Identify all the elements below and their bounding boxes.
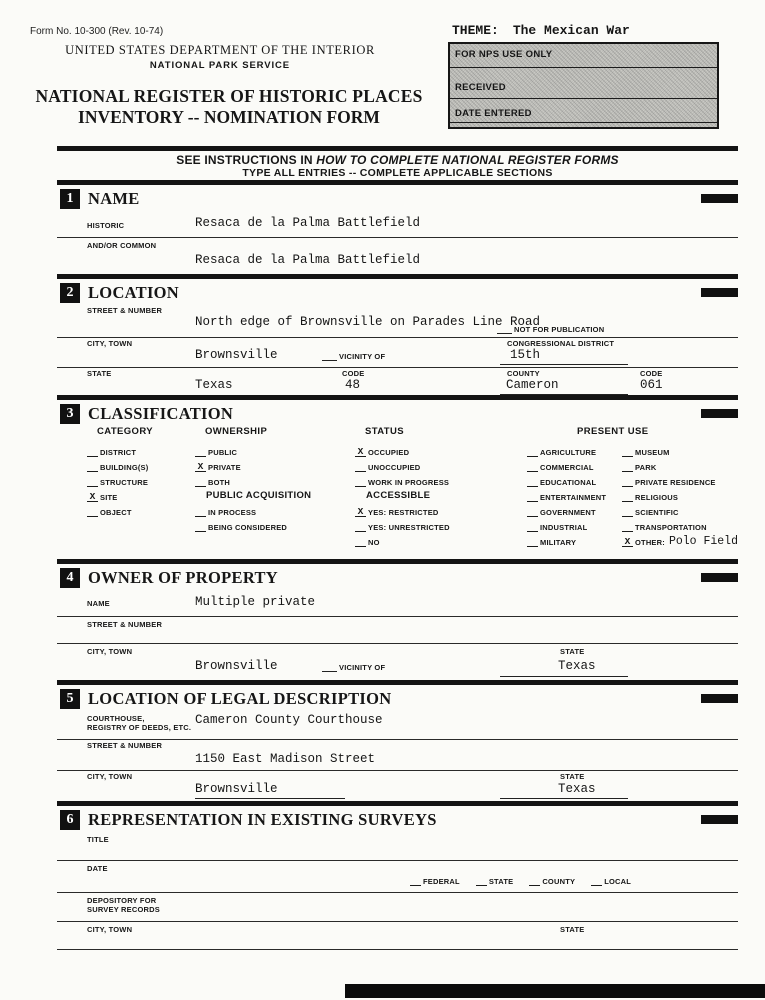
- owner-name-row: [57, 590, 738, 616]
- checkbox-public: [195, 444, 311, 459]
- checkbox-mark: [527, 507, 538, 517]
- checkbox-mark: [355, 522, 366, 532]
- checkbox-agriculture: [527, 444, 606, 459]
- owner-name-value: Multiple private: [195, 595, 316, 609]
- courthouse-label: [87, 714, 191, 732]
- checkbox-buildings: [87, 459, 148, 474]
- checkbox-mark: [622, 477, 633, 487]
- checkbox-label: IN PROCESS: [208, 508, 257, 517]
- state-value: Texas: [558, 782, 596, 796]
- instructions-line1: [57, 153, 738, 167]
- section-1-header: [57, 185, 738, 211]
- checkbox-mark: X: [355, 507, 366, 517]
- checkbox-label: PRIVATE: [208, 463, 241, 472]
- checkbox-no: [355, 534, 450, 549]
- code-label: CODE: [342, 369, 365, 378]
- section-number-badge: 3: [60, 404, 80, 424]
- checkbox-mark: [87, 507, 98, 517]
- county-label: COUNTY: [507, 369, 540, 378]
- checkbox-mark: X: [87, 492, 98, 502]
- depository-label: [87, 896, 160, 914]
- public-acquisition-subheader: PUBLIC ACQUISITION: [206, 490, 312, 501]
- owner-street-row: [57, 617, 738, 643]
- checkbox-yes-unrestricted: [355, 519, 450, 534]
- section-3-header: [57, 400, 738, 426]
- section-title: CLASSIFICATION: [88, 404, 234, 423]
- checkbox-religious: [622, 489, 738, 504]
- checkbox-mark: [476, 876, 487, 886]
- status-column: [355, 444, 450, 549]
- theme-line: [452, 23, 630, 38]
- section-6-header: [57, 806, 738, 832]
- checkbox-mark: [410, 876, 421, 886]
- city-label: CITY, TOWN: [87, 339, 133, 348]
- section-title: OWNER OF PROPERTY: [88, 568, 278, 587]
- checkbox-label: BEING CONSIDERED: [208, 523, 288, 532]
- checkbox-mark: X: [355, 447, 366, 457]
- form-body: [57, 146, 738, 950]
- checkbox-county: [529, 876, 575, 886]
- classification-grid: [57, 426, 738, 559]
- legal-city-row: [57, 771, 738, 801]
- checkbox-label: WORK IN PROGRESS: [368, 478, 450, 487]
- checkbox-yes-restricted: [355, 504, 450, 519]
- historic-name-row: [57, 211, 738, 237]
- courthouse-label-line2: REGISTRY OF DEEDS, ETC.: [87, 723, 192, 732]
- theme-value: The Mexican War: [512, 23, 630, 38]
- common-name-value: Resaca de la Palma Battlefield: [195, 253, 421, 267]
- checkbox-label: FEDERAL: [423, 877, 460, 886]
- city-value: Brownsville: [195, 782, 278, 796]
- checkbox-mark: [355, 477, 366, 487]
- checkbox-label: NO: [368, 538, 380, 547]
- checkbox-label: YES: UNRESTRICTED: [368, 523, 450, 532]
- checkbox-mark: X: [195, 462, 206, 472]
- blank-line: [497, 325, 512, 334]
- checkbox-mark: X: [622, 537, 633, 547]
- checkbox-label: OCCUPIED: [368, 448, 410, 457]
- section-number-badge: 6: [60, 810, 80, 830]
- checkbox-label: MILITARY: [540, 538, 577, 547]
- street-label: STREET & NUMBER: [87, 306, 163, 315]
- checkbox-local: [591, 876, 631, 886]
- checkbox-state: [476, 876, 513, 886]
- blank-line: [322, 663, 337, 672]
- agency-title: NATIONAL PARK SERVICE: [149, 60, 291, 71]
- state-label: STATE: [560, 647, 585, 656]
- checkbox-mark: [527, 537, 538, 547]
- congressional-district-value: 15th: [510, 348, 541, 362]
- department-title: UNITED STATES DEPARTMENT OF THE INTERIOR: [65, 43, 375, 57]
- checkbox-educational: [527, 474, 606, 489]
- state-label: STATE: [560, 925, 585, 934]
- depository-label-line1: DEPOSITORY FOR: [87, 896, 157, 905]
- section-2-header: [57, 279, 738, 305]
- checkbox-label: OTHER:: [635, 538, 665, 547]
- nps-use-only-box: [448, 42, 719, 129]
- theme-label: THEME:: [452, 23, 499, 38]
- checkbox-label: COUNTY: [542, 877, 576, 886]
- street-row: [57, 305, 738, 337]
- checkbox-mark: [87, 477, 98, 487]
- edge-bar: [701, 288, 738, 297]
- checkbox-other: [622, 534, 738, 549]
- checkbox-district: [87, 444, 148, 459]
- checkbox-label: PUBLIC: [208, 448, 238, 457]
- instructions-italic: HOW TO COMPLETE NATIONAL REGISTER FORMS: [316, 153, 619, 167]
- checkbox-mark: [195, 477, 206, 487]
- checkbox-label: DISTRICT: [100, 448, 137, 457]
- legal-street-row: [57, 740, 738, 770]
- checkbox-label: STRUCTURE: [100, 478, 149, 487]
- present-use-header: PRESENT USE: [577, 426, 649, 437]
- checkbox-mark: [87, 462, 98, 472]
- checkbox-label: EDUCATIONAL: [540, 478, 597, 487]
- edge-bar: [701, 194, 738, 203]
- checkbox-label: SCIENTIFIC: [635, 508, 679, 517]
- checkbox-label: BOTH: [208, 478, 231, 487]
- checkbox-label: UNOCCUPIED: [368, 463, 421, 472]
- checkbox-mark: [527, 522, 538, 532]
- underline: [195, 798, 345, 799]
- county-value: Cameron: [506, 378, 559, 392]
- historic-value: Resaca de la Palma Battlefield: [195, 216, 421, 230]
- city-value: Brownsville: [195, 659, 278, 673]
- courthouse-value: Cameron County Courthouse: [195, 713, 383, 727]
- edge-bar: [701, 694, 738, 703]
- checkbox-industrial: [527, 519, 606, 534]
- city-label: CITY, TOWN: [87, 925, 133, 934]
- survey-city-row: [57, 922, 738, 949]
- checkbox-mark: [622, 492, 633, 502]
- checkbox-transportation: [622, 519, 738, 534]
- category-header: CATEGORY: [97, 426, 153, 437]
- checkbox-mark: [195, 507, 206, 517]
- depository-row: [57, 893, 738, 921]
- vicinity-of: [322, 663, 385, 672]
- courthouse-row: [57, 711, 738, 739]
- checkbox-private-residence: [622, 474, 738, 489]
- state-value: Texas: [195, 378, 233, 392]
- checkbox-label: ENTERTAINMENT: [540, 493, 607, 502]
- instructions: [57, 151, 738, 180]
- section-number-badge: 5: [60, 689, 80, 709]
- checkbox-mark: [622, 522, 633, 532]
- checkbox-mark: [195, 522, 206, 532]
- checkbox-work-in-progress: [355, 474, 450, 489]
- section-4-header: [57, 564, 738, 590]
- nps-date-entered-label: DATE ENTERED: [450, 99, 717, 123]
- checkbox-label: SITE: [100, 493, 118, 502]
- underline: [500, 394, 628, 395]
- street-value: 1150 East Madison Street: [195, 752, 376, 766]
- scan-bottom-bar: [345, 984, 765, 998]
- checkbox-label: GOVERNMENT: [540, 508, 596, 517]
- checkbox-mark: [622, 507, 633, 517]
- checkbox-mark: [355, 462, 366, 472]
- checkbox-label: LOCAL: [604, 877, 632, 886]
- common-name-row: [57, 238, 738, 274]
- section-title: REPRESENTATION IN EXISTING SURVEYS: [88, 810, 437, 829]
- checkbox-mark: [527, 447, 538, 457]
- checkbox-label: PRIVATE RESIDENCE: [635, 478, 716, 487]
- form-title-line2: INVENTORY -- NOMINATION FORM: [78, 107, 380, 127]
- section-number-badge: 1: [60, 189, 80, 209]
- form-title-line1: NATIONAL REGISTER OF HISTORIC PLACES: [35, 86, 423, 106]
- vicinity-of-label: VICINITY OF: [339, 352, 386, 361]
- courthouse-label-line1: COURTHOUSE,: [87, 714, 145, 723]
- present-use-right-column: [622, 444, 738, 549]
- section-number-badge: 4: [60, 568, 80, 588]
- checkbox-label: RELIGIOUS: [635, 493, 679, 502]
- checkbox-label: OBJECT: [100, 508, 132, 517]
- checkbox-mark: [527, 477, 538, 487]
- checkbox-mark: [527, 492, 538, 502]
- checkbox-object: [87, 504, 148, 519]
- city-value: Brownsville: [195, 348, 278, 362]
- underline: [500, 676, 628, 677]
- nps-received-label: RECEIVED: [450, 68, 717, 99]
- street-value: North edge of Brownsville on Parades Line Road: [195, 315, 541, 329]
- checkbox-label: INDUSTRIAL: [540, 523, 588, 532]
- checkbox-site: [87, 489, 148, 504]
- city-label: CITY, TOWN: [87, 772, 133, 781]
- historic-label: HISTORIC: [87, 221, 125, 230]
- street-label: STREET & NUMBER: [87, 620, 163, 629]
- checkbox-military: [527, 534, 606, 549]
- ownership-column: [195, 444, 311, 534]
- checkbox-commercial: [527, 459, 606, 474]
- form-number: Form No. 10-300 (Rev. 10-74): [30, 26, 164, 37]
- checkbox-label: TRANSPORTATION: [635, 523, 707, 532]
- checkbox-scientific: [622, 504, 738, 519]
- other-use-value: Polo Field: [668, 535, 738, 548]
- status-header: STATUS: [365, 426, 404, 437]
- survey-title-label: TITLE: [87, 835, 109, 844]
- checkbox-mark: [195, 447, 206, 457]
- checkbox-label: YES: RESTRICTED: [368, 508, 439, 517]
- survey-level-options: [410, 876, 631, 886]
- checkbox-both: [195, 474, 311, 489]
- checkbox-federal: [410, 876, 460, 886]
- checkbox-entertainment: [527, 489, 606, 504]
- instructions-prefix: SEE INSTRUCTIONS IN: [176, 153, 317, 167]
- street-label: STREET & NUMBER: [87, 741, 163, 750]
- state-row: [57, 368, 738, 395]
- checkbox-label: PARK: [635, 463, 657, 472]
- checkbox-mark: [87, 447, 98, 457]
- state-value: Texas: [558, 659, 596, 673]
- checkbox-in-process: [195, 504, 311, 519]
- checkbox-mark: [355, 537, 366, 547]
- county-code-value: 061: [640, 378, 663, 392]
- checkbox-mark: [591, 876, 602, 886]
- survey-title-row: [57, 832, 738, 860]
- divider: [57, 949, 738, 950]
- checkbox-label: MUSEUM: [635, 448, 670, 457]
- present-use-left-column: [527, 444, 606, 549]
- edge-bar: [701, 409, 738, 418]
- vicinity-of-label: VICINITY OF: [339, 663, 386, 672]
- common-name-label: AND/OR COMMON: [87, 241, 157, 250]
- blank-line: [322, 352, 337, 361]
- survey-date-label: DATE: [87, 864, 108, 873]
- depository-label-line2: SURVEY RECORDS: [87, 905, 160, 914]
- section-title: NAME: [88, 189, 140, 208]
- checkbox-park: [622, 459, 738, 474]
- state-code-value: 48: [345, 378, 361, 392]
- checkbox-mark: [527, 462, 538, 472]
- state-label: STATE: [560, 772, 585, 781]
- nps-box-title: FOR NPS USE ONLY: [450, 44, 717, 68]
- checkbox-being-considered: [195, 519, 311, 534]
- congressional-district-label: CONGRESSIONAL DISTRICT: [507, 339, 615, 348]
- category-column: [87, 444, 148, 519]
- vicinity-of: [322, 352, 385, 361]
- underline: [500, 798, 628, 799]
- checkbox-label: STATE: [488, 877, 514, 886]
- section-number-badge: 2: [60, 283, 80, 303]
- city-row: [57, 338, 738, 367]
- ownership-header: OWNERSHIP: [205, 426, 268, 437]
- checkbox-mark: [529, 876, 540, 886]
- checkbox-occupied: [355, 444, 450, 459]
- checkbox-unoccupied: [355, 459, 450, 474]
- checkbox-label: BUILDING(S): [100, 463, 149, 472]
- checkbox-mark: [622, 462, 633, 472]
- edge-bar: [701, 815, 738, 824]
- survey-date-row: [57, 861, 738, 892]
- checkbox-mark: [622, 447, 633, 457]
- code-label: CODE: [640, 369, 663, 378]
- section-title: LOCATION OF LEGAL DESCRIPTION: [88, 689, 392, 708]
- owner-name-label: NAME: [87, 599, 110, 608]
- edge-bar: [701, 573, 738, 582]
- not-for-publication-label: NOT FOR PUBLICATION: [514, 325, 605, 334]
- city-label: CITY, TOWN: [87, 647, 133, 656]
- checkbox-private: [195, 459, 311, 474]
- state-label: STATE: [87, 369, 112, 378]
- owner-city-row: [57, 644, 738, 680]
- section-title: LOCATION: [88, 283, 180, 302]
- checkbox-label: AGRICULTURE: [540, 448, 597, 457]
- instructions-line2: TYPE ALL ENTRIES -- COMPLETE APPLICABLE SECTIONS: [242, 167, 553, 179]
- form-header: [0, 0, 765, 146]
- checkbox-structure: [87, 474, 148, 489]
- checkbox-museum: [622, 444, 738, 459]
- underline: [500, 364, 628, 365]
- section-5-header: [57, 685, 738, 711]
- not-for-publication: [497, 325, 604, 334]
- accessible-subheader: ACCESSIBLE: [366, 490, 431, 501]
- checkbox-government: [527, 504, 606, 519]
- checkbox-label: COMMERCIAL: [540, 463, 594, 472]
